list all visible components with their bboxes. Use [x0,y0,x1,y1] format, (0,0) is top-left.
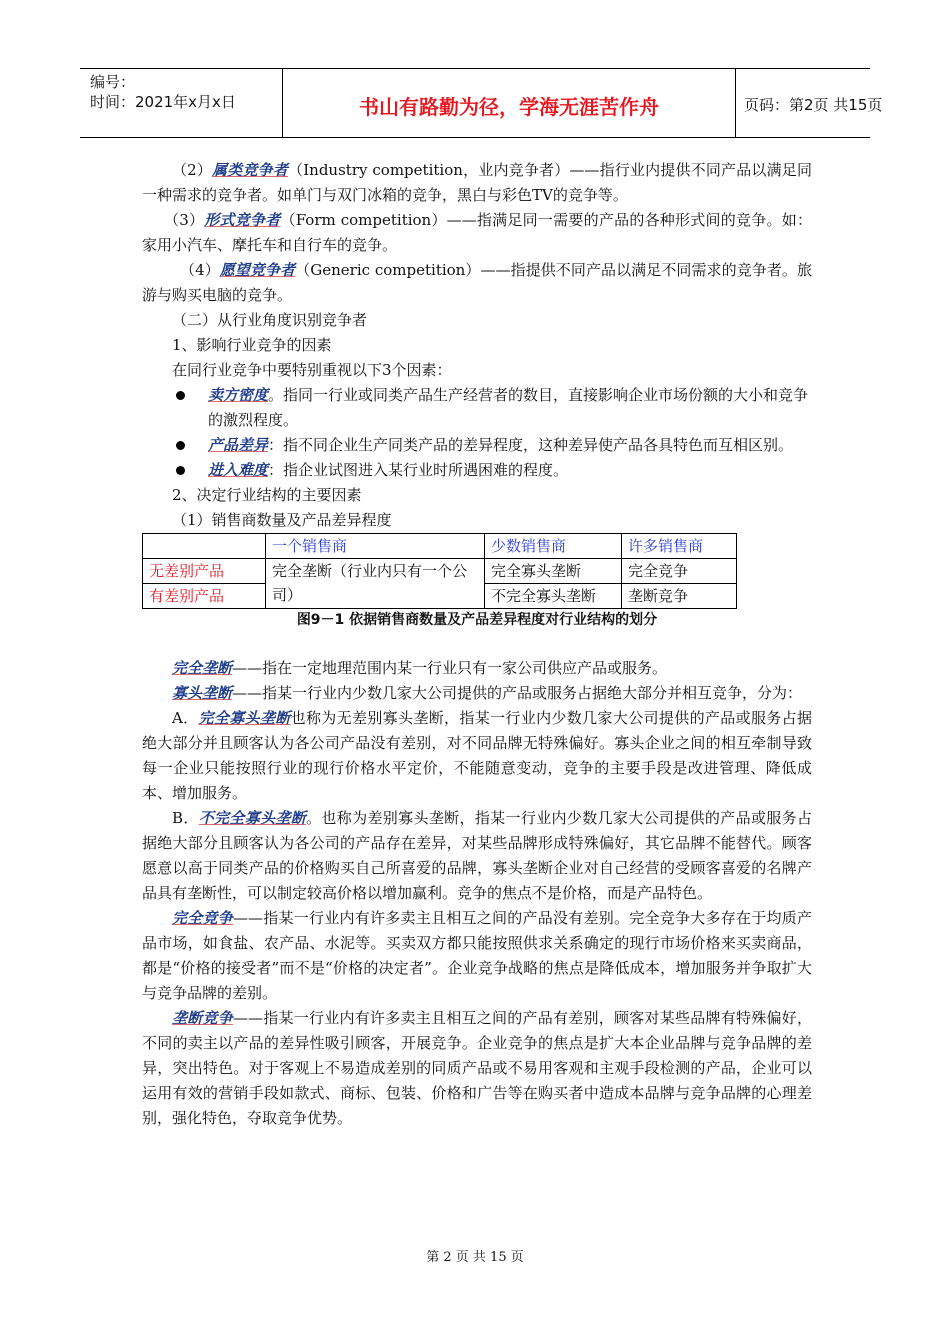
definition-text: ——指某一行业内有许多卖主且相互之间的产品没有差别。完全竞争大多存在于均质产品市场，如食盐、农产品、水泥等。买卖双方都只能按照供求关系确定的现行市场价格来买卖商品，都是“价格的接受者”而不是“价格的决定者”。企业竞争战略的焦点是降低成本，增加服务并争取扩大与竞争品牌的差别。 [142,909,812,1002]
definition-monopolistic-competition [142,1006,812,1131]
intro-text: 在同行业竞争中要特别重视以下3个因素： [172,361,452,379]
page-header [80,68,883,138]
table-header-row [143,534,737,559]
definition-text: ——指某一行业内有许多卖主且相互之间的产品有差别，顾客对某些品牌有特殊偏好，不同的卖主以产品的差异性吸引顾客，开展竞争。企业竞争的焦点是扩大本企业品牌与竞争品牌的差异，突出特色。对于客观上不易造成差别的同质产品或不易用客观和主观手段检测的产品，企业可以运用有效的营销手段如款式、商标、包装、价格和广告等在购买者中造成本品牌与竞争品牌的心理差别，强化特色，夺取竞争优势。 [142,1009,812,1127]
paragraph-industry-competitor [142,158,812,208]
table-cell-monopoly: 完全垄断（行业内只有一个公司） [266,559,485,609]
section-heading: （二）从行业角度识别竞争者 [172,311,368,329]
spacer [142,631,812,656]
bullet-dot-icon [176,391,185,400]
subsection-heading: 2、决定行业结构的主要因素 [172,486,362,504]
table-row-label-differentiated: 有差别产品 [143,584,266,609]
bullet-seller-density [142,383,812,433]
subsection-heading: 1、影响行业竞争的因素 [172,336,332,354]
paragraph-text: （Industry competition，业内竞争者）——指行业内提供不同产品以满足同一种需求的竞争者。如单门与双门冰箱的竞争，黑白与彩色TV的竞争等。 [142,161,812,204]
table-cell-imperfect-oligopoly: 不完全寡头垄断 [485,584,622,609]
bullet-text: 。指同一行业或同类产品生产经营者的数目，直接影响企业市场份额的大小和竞争的激烈程度。 [208,386,809,429]
item-prefix: （3） [164,211,205,229]
keyword-monopoly: 完全垄断 [172,659,233,677]
document-date: 时间：2021年x月x日 [90,93,236,111]
definition-text: ——指某一行业内少数几家大公司提供的产品或服务占据绝大部分并相互竞争，分为： [232,684,803,702]
table-row [143,559,737,584]
header-left-cell [80,69,283,137]
definition-perfect-competition [142,906,812,1006]
table-cell-monopolistic-competition: 垄断竞争 [622,584,737,609]
header-page-info: 页码：第2页 共15页 [744,96,883,114]
item-prefix: A． [172,709,199,727]
definition-imperfect-oligopoly [142,806,812,906]
document-body [142,158,812,1131]
bullet-product-difference [142,433,812,458]
paragraph-generic-competitor [142,258,812,308]
figure-caption: 图9－1 依据销售商数量及产品差异程度对行业结构的划分 [296,612,658,628]
industry-structure-table [142,533,737,609]
paragraph-form-competitor [142,208,812,258]
header-right-cell [736,69,883,137]
keyword-pure-oligopoly: 完全寡头垄断 [198,709,291,727]
table-row-label-undifferentiated: 无差别产品 [143,559,266,584]
definition-oligopoly [142,681,812,706]
table-cell-perfect-competition: 完全竞争 [622,559,737,584]
bullet-dot-icon [176,441,185,450]
bullet-text: ：指企业试图进入某行业时所遇困难的程度。 [268,461,569,479]
keyword-perfect-competition: 完全竞争 [172,909,233,927]
keyword-oligopoly: 寡头垄断 [172,684,233,702]
table-header-one-seller: 一个销售商 [266,534,485,559]
keyword-monopolistic-competition: 垄断竞争 [172,1009,233,1027]
paragraph-text: （Form competition）——指满足同一需要的产品的各种形式间的竞争。如：家用小汽车、摩托车和自行车的竞争。 [142,211,812,254]
bullet-dot-icon [176,466,185,475]
keyword-entry-difficulty: 进入难度 [208,461,269,479]
definition-pure-oligopoly [142,706,812,806]
bullet-text: ：指不同企业生产同类产品的差异程度，这种差异使产品各具特色而互相区别。 [268,436,794,454]
table-header-many-sellers: 许多销售商 [622,534,737,559]
header-motto: 书山有路勤为径，学海无涯苦作舟 [359,95,659,119]
keyword-industry-competitor: 属类竞争者 [212,161,289,179]
table-header-few-sellers: 少数销售商 [485,534,622,559]
item-prefix: （2） [172,161,213,179]
definition-text: 。也称为差别寡头垄断，指某一行业内少数几家大公司提供的产品或服务占据绝大部分且顾客认为各公司的产品存在差异，对某些品牌形成特殊偏好，其它品牌不能替代。顾客愿意以高于同类产品的价格购买自己所喜爱的品牌，寡头垄断企业对自己经营的受顾客喜爱的名牌产品具有垄断性，可以制定较高价格以增加赢利。竞争的焦点不是价格，而是产品特色。 [142,809,812,902]
keyword-seller-density: 卖方密度 [208,386,269,404]
definition-monopoly [142,656,812,681]
keyword-imperfect-oligopoly: 不完全寡头垄断 [198,809,307,827]
definition-text: ——指在一定地理范围内某一行业只有一家公司供应产品或服务。 [232,659,668,677]
definition-text: 也称为无差别寡头垄断，指某一行业内少数几家大公司提供的产品或服务占据绝大部分并且顾客认为各公司产品没有差别，对不同品牌无特殊偏好。寡头企业之间的相互牵制导致每一企业只能按照行业的现行价格水平定价，不能随意变动，竞争的主要手段是改进管理、降低成本、增加服务。 [142,709,812,802]
document-number-label: 编号： [90,73,136,91]
keyword-generic-competitor: 愿望竞争者 [219,261,296,279]
item-prefix: （4） [180,261,220,279]
table-intro: （1）销售商数量及产品差异程度 [172,511,392,529]
bullet-entry-difficulty [142,458,812,483]
page-footer: 第 2 页 共 15 页 [426,1250,524,1265]
keyword-product-difference: 产品差异 [208,436,269,454]
header-motto-cell [283,69,736,137]
item-prefix: B． [172,809,199,827]
table-cell-pure-oligopoly: 完全寡头垄断 [485,559,622,584]
keyword-form-competitor: 形式竞争者 [204,211,281,229]
table-corner-cell [143,534,266,559]
paragraph-text: （Generic competition）——指提供不同产品以满足不同需求的竞争者。旅游与购买电脑的竞争。 [142,261,813,304]
